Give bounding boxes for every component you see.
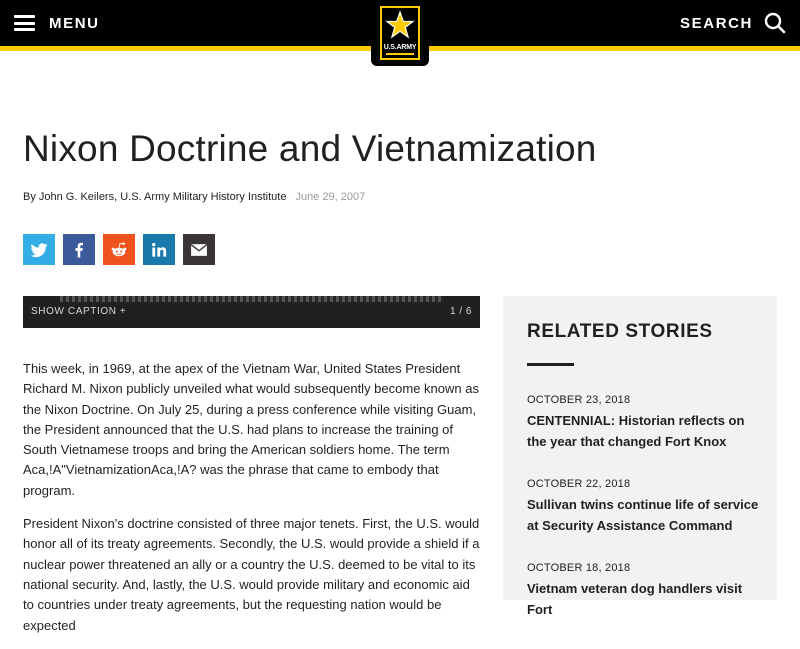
linkedin-icon [149,240,169,260]
related-story[interactable] [527,562,767,620]
logo-underline [386,53,414,55]
share-email-button[interactable] [183,234,215,265]
article-title: Nixon Doctrine and Vietnamization [23,128,597,169]
related-story[interactable] [527,394,767,452]
show-caption-button[interactable]: SHOW CAPTION + [31,306,127,317]
paragraph: President Nixon's doctrine consisted of three major tenets. First, the U.S. would honor all of its treaty agreements. Secondly, the U.S. would provide a shield if a nuclear power threatened an ally or a country the U.S. deemed to be vital to its national security. And, lastly, the U.S. would provide military and economic aid to countries under treaty agreements, but the requesting nation would be expected [23,516,480,633]
carousel-image-edge [60,296,443,302]
story-date: OCTOBER 23, 2018 [527,394,631,406]
share-reddit-button[interactable] [103,234,135,265]
menu-label: MENU [49,14,100,32]
article-body [23,359,483,649]
story-title[interactable]: Sullivan twins continue life of service at Security Assistance Command [527,497,759,533]
publish-date: June 29, 2007 [295,191,366,203]
menu-button[interactable] [14,12,100,34]
logo-frame [380,6,420,60]
share-twitter-button[interactable] [23,234,55,265]
email-icon [189,240,209,260]
hamburger-icon [14,15,35,31]
heading-rule [527,363,574,366]
search-label: SEARCH [680,14,753,32]
related-stories-heading: RELATED STORIES [527,321,713,342]
related-stories-panel [503,296,777,617]
search-icon [764,12,786,34]
search-button[interactable] [680,12,786,34]
facebook-icon [69,240,89,260]
logo-wordmark: U.S.ARMY [383,44,417,51]
story-title[interactable]: Vietnam veteran dog handlers visit Fort [527,581,743,617]
star-icon [386,11,414,39]
story-date: OCTOBER 18, 2018 [527,562,631,574]
byline [23,191,365,203]
story-date: OCTOBER 22, 2018 [527,478,631,490]
share-bar [23,234,215,265]
reddit-icon [109,240,129,260]
share-linkedin-button[interactable] [143,234,175,265]
army-logo[interactable] [371,0,429,66]
story-title[interactable]: CENTENNIAL: Historian reflects on the year that changed Fort Knox [527,413,745,449]
share-facebook-button[interactable] [63,234,95,265]
twitter-icon [29,240,49,260]
related-story[interactable] [527,478,767,536]
paragraph: This week, in 1969, at the apex of the Vietnam War, United States President Richard M. Nixon publicly unveiled what would subsequently become known as the Nixon Doctrine. On July 25, during a press conference while visiting Guam, the President announced that the U.S. had plans to increase the training of South Vietnamese troops and bring the American soldiers home. The term Aca,!A"VietnamizationAca,!A? was the phrase that came to embody that program. [23,361,479,498]
carousel-counter: 1 / 6 [450,306,472,317]
image-carousel[interactable] [23,296,480,328]
author: By John G. Keilers, U.S. Army Military History Institute [23,191,287,203]
